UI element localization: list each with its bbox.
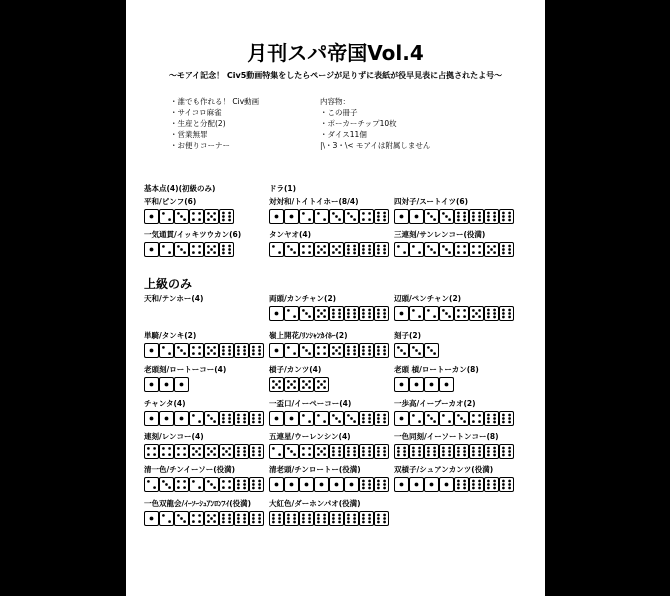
yaku-label: 平和/ピンフ(6) [144,197,197,206]
die-face-2 [270,445,284,459]
die-face-5 [190,445,204,459]
die-face-6 [250,344,264,358]
die-face-6 [235,478,249,492]
page-subtitle: ～モアイ記念！ Civ5動画特集をしたらページが足りずに表紙が役早見表に占拠されたよ号～ [168,71,503,80]
dice-row [394,411,515,427]
yaku-label: 両頭/カンチャン(2) [269,294,337,303]
yaku-label: 一盃口/イーペーコー(4) [269,399,352,408]
die-face-6 [485,307,499,321]
die-face-4 [455,243,469,257]
dice-row [269,511,390,527]
dice-row [394,242,515,258]
yaku-label: 三連刻/サンレンコー(役満) [394,230,486,239]
die-face-1 [330,478,344,492]
die-face-6 [375,307,389,321]
die-face-6 [345,243,359,257]
dice-group [269,209,390,225]
die-face-6 [235,344,249,358]
die-face-4 [455,307,469,321]
die-face-6 [500,210,514,224]
die-face-1 [285,412,299,426]
yaku-label: 一色双龍会/ｲｰｿｰｼｭｱﾝﾛﾝﾌｲ(役満) [144,499,252,508]
die-face-1 [270,210,284,224]
die-face-3 [285,445,299,459]
toc-item: ・サイコロ麻雀 [170,108,222,117]
die-face-1 [395,210,409,224]
die-face-6 [375,445,389,459]
yaku-label: 辺頭/ペンチャン(2) [394,294,462,303]
die-face-6 [345,445,359,459]
die-face-6 [485,445,499,459]
dice-group [394,377,455,393]
die-face-3 [285,243,299,257]
dice-group [144,411,265,427]
die-face-5 [315,378,329,392]
die-face-6 [235,512,249,526]
dice-group [144,209,235,225]
dice-group [269,343,390,359]
dice-group [269,511,390,527]
dice-row [144,511,265,527]
die-face-2 [160,512,174,526]
die-face-1 [285,478,299,492]
die-face-1 [145,344,159,358]
toc-list [170,96,259,151]
die-face-5 [330,243,344,257]
die-face-6 [315,512,329,526]
die-face-5 [205,243,219,257]
die-face-4 [300,243,314,257]
dice-group [144,444,265,460]
die-face-6 [220,512,234,526]
dice-group [269,306,390,322]
die-face-5 [315,307,329,321]
die-face-1 [145,210,159,224]
die-face-6 [440,445,454,459]
yaku-label: 単騎/タンキ(2) [144,331,197,340]
dice-group [144,477,265,493]
die-face-6 [345,512,359,526]
dice-row [394,343,440,359]
die-face-3 [410,344,424,358]
dice-group [394,411,515,427]
die-face-6 [500,307,514,321]
dice-row [394,306,515,322]
yaku-label: 大紅色/ダーホンパオ(役満) [269,499,361,508]
die-face-1 [285,210,299,224]
die-face-3 [175,344,189,358]
dice-group [144,343,265,359]
die-face-1 [395,478,409,492]
die-face-6 [375,412,389,426]
die-face-1 [395,412,409,426]
die-face-3 [175,512,189,526]
die-face-2 [410,307,424,321]
die-face-3 [345,412,359,426]
die-face-6 [360,512,374,526]
dice-row [269,477,390,493]
die-face-2 [190,412,204,426]
die-face-3 [440,243,454,257]
dice-group [269,444,390,460]
paper-page [126,0,545,596]
dice-row [269,242,390,258]
dice-row [269,444,390,460]
die-face-1 [425,378,439,392]
dice-row [144,343,265,359]
die-face-3 [440,307,454,321]
die-face-1 [175,412,189,426]
die-face-4 [175,478,189,492]
section-advanced: 上級のみ [144,277,193,291]
yaku-label: 清老頭/チンロートー(役満) [269,465,361,474]
section-dora: ドラ(1) [269,184,297,193]
die-face-6 [330,307,344,321]
die-face-1 [160,412,174,426]
die-face-4 [190,512,204,526]
die-face-2 [160,243,174,257]
die-face-6 [485,478,499,492]
die-face-4 [160,445,174,459]
die-face-4 [190,243,204,257]
die-face-5 [315,243,329,257]
dice-row [144,411,265,427]
toc-item: ・営業無罪 [170,130,208,139]
die-face-2 [300,412,314,426]
die-face-6 [425,445,439,459]
contents-header: 内容物： [320,97,350,106]
page-title: 月刊スパ帝国Vol.4 [247,41,424,65]
dice-row [269,306,390,322]
toc-item: ・誰でも作れる！ Civ動画 [170,97,260,106]
die-face-3 [425,243,439,257]
die-face-2 [270,243,284,257]
dice-group [394,477,515,493]
die-face-6 [360,307,374,321]
dice-row [394,209,515,225]
die-face-1 [440,478,454,492]
die-face-6 [270,512,284,526]
die-face-1 [270,478,284,492]
yaku-label: 清一色/チンイーソー(役満) [144,465,236,474]
die-face-6 [395,445,409,459]
die-face-1 [300,478,314,492]
die-face-2 [395,243,409,257]
die-face-2 [425,307,439,321]
die-face-1 [270,412,284,426]
dice-row [144,242,235,258]
dice-group [269,411,390,427]
die-face-4 [315,344,329,358]
yaku-label: 連刻/レンコー(4) [144,432,204,441]
die-face-2 [410,243,424,257]
dice-row [269,343,390,359]
die-face-3 [455,412,469,426]
die-face-3 [300,344,314,358]
die-face-3 [425,344,439,358]
die-face-4 [175,445,189,459]
dice-row [144,377,190,393]
die-face-2 [315,412,329,426]
dice-group [394,209,515,225]
die-face-5 [330,344,344,358]
die-face-3 [395,344,409,358]
dice-row [144,477,265,493]
die-face-5 [300,378,314,392]
die-face-4 [300,445,314,459]
die-face-1 [425,478,439,492]
section-basic: 基本点(4)(初級のみ) [144,184,216,193]
die-face-4 [360,210,374,224]
die-face-6 [500,412,514,426]
die-face-6 [375,512,389,526]
yaku-label: タンヤオ(4) [269,230,312,239]
dice-row [394,444,515,460]
die-face-1 [160,378,174,392]
die-face-2 [160,210,174,224]
contents-item: ・ダイス11個 [320,130,367,139]
die-face-4 [190,210,204,224]
die-face-6 [220,210,234,224]
dice-group [144,242,235,258]
dice-row [394,377,455,393]
die-face-3 [300,307,314,321]
die-face-3 [425,210,439,224]
die-face-6 [360,478,374,492]
yaku-label: 老頭刻/ロートーコー(4) [144,365,227,374]
yaku-label: 一気通貫/イッキツウカン(6) [144,230,242,239]
yaku-label: 一色同刻/イーソートンコー(8) [394,432,499,441]
die-face-6 [250,412,264,426]
yaku-label: 刻子(2) [394,331,422,340]
die-face-6 [375,344,389,358]
die-face-1 [395,307,409,321]
die-face-6 [410,445,424,459]
die-face-6 [220,243,234,257]
contents-item: |\・З・\< モアイは附属しません [320,141,431,150]
dice-group [394,242,515,258]
die-face-3 [205,478,219,492]
die-face-4 [190,344,204,358]
die-face-2 [145,478,159,492]
contents-list [320,96,430,151]
die-face-6 [485,210,499,224]
die-face-5 [205,445,219,459]
die-face-3 [330,412,344,426]
die-face-6 [470,210,484,224]
die-face-1 [410,378,424,392]
die-face-3 [175,243,189,257]
die-face-6 [330,512,344,526]
yaku-label: 嶺上開花/ﾘﾝｼｬﾝｶｲﾎｰ(2) [269,331,348,340]
die-face-5 [270,378,284,392]
die-face-5 [315,445,329,459]
die-face-6 [470,478,484,492]
die-face-1 [345,478,359,492]
yaku-label: 老頭 槓/ロートーカン(8) [394,365,479,374]
dice-group [394,444,515,460]
yaku-label: 五連星/ウーレンシン(4) [269,432,351,441]
die-face-2 [410,412,424,426]
die-face-6 [285,512,299,526]
die-face-3 [330,210,344,224]
yaku-label: チャンタ(4) [144,399,186,408]
die-face-1 [395,378,409,392]
die-face-6 [455,210,469,224]
die-face-6 [345,307,359,321]
die-face-4 [470,412,484,426]
die-face-1 [410,478,424,492]
die-face-5 [205,512,219,526]
toc-item: ・生産と分配(2) [170,119,226,128]
die-face-6 [375,210,389,224]
die-face-1 [410,210,424,224]
die-face-6 [500,478,514,492]
die-face-2 [300,210,314,224]
die-face-6 [360,445,374,459]
yaku-label: 天和/テンホー(4) [144,294,204,303]
die-face-5 [220,445,234,459]
yaku-label: 一歩高/イーブーカオ(2) [394,399,476,408]
yaku-label: 槓子/カンツ(4) [269,365,322,374]
dice-row [269,411,390,427]
dice-row [269,377,330,393]
die-face-6 [345,344,359,358]
die-face-6 [235,412,249,426]
die-face-3 [160,478,174,492]
die-face-2 [190,478,204,492]
die-face-6 [500,445,514,459]
die-face-5 [285,378,299,392]
dice-group [269,477,390,493]
die-face-6 [375,243,389,257]
die-face-5 [485,243,499,257]
yaku-label: 対対和/トイトイホー(8/4) [269,197,359,206]
dice-row [394,477,515,493]
die-face-6 [250,512,264,526]
die-face-6 [470,445,484,459]
die-face-1 [270,307,284,321]
die-face-6 [300,512,314,526]
die-face-1 [145,512,159,526]
die-face-5 [205,344,219,358]
die-face-2 [315,210,329,224]
die-face-2 [160,344,174,358]
dice-group [269,242,390,258]
die-face-4 [145,445,159,459]
die-face-6 [250,445,264,459]
die-face-1 [175,378,189,392]
die-face-2 [285,344,299,358]
die-face-2 [440,412,454,426]
die-face-2 [285,307,299,321]
die-face-6 [330,445,344,459]
die-face-6 [375,478,389,492]
die-face-6 [500,243,514,257]
die-face-1 [145,243,159,257]
die-face-6 [220,412,234,426]
die-face-3 [425,412,439,426]
contents-item: ・この冊子 [320,108,358,117]
die-face-6 [455,478,469,492]
dice-group [144,377,190,393]
die-face-1 [145,378,159,392]
die-face-5 [205,210,219,224]
die-face-3 [345,210,359,224]
dice-row [144,444,265,460]
dice-row [144,209,235,225]
die-face-6 [360,412,374,426]
die-face-6 [250,478,264,492]
dice-group [269,377,330,393]
die-face-3 [175,210,189,224]
die-face-6 [455,445,469,459]
die-face-3 [440,210,454,224]
dice-group [394,343,440,359]
die-face-4 [470,243,484,257]
dice-row [269,209,390,225]
dice-group [144,511,265,527]
die-face-6 [220,344,234,358]
die-face-6 [360,243,374,257]
die-face-6 [235,445,249,459]
dice-group [394,306,515,322]
die-face-4 [220,478,234,492]
die-face-5 [470,307,484,321]
toc-item: ・お便りコーナー [170,141,230,150]
die-face-6 [485,412,499,426]
contents-item: ・ポーカーチップ10枚 [320,119,397,128]
die-face-1 [315,478,329,492]
die-face-1 [270,344,284,358]
die-face-3 [205,412,219,426]
yaku-label: 双槓子/シュアンカンツ(役満) [394,465,494,474]
die-face-1 [145,412,159,426]
yaku-label: 四対子/スートイツ(6) [394,197,469,206]
die-face-6 [360,344,374,358]
die-face-1 [440,378,454,392]
